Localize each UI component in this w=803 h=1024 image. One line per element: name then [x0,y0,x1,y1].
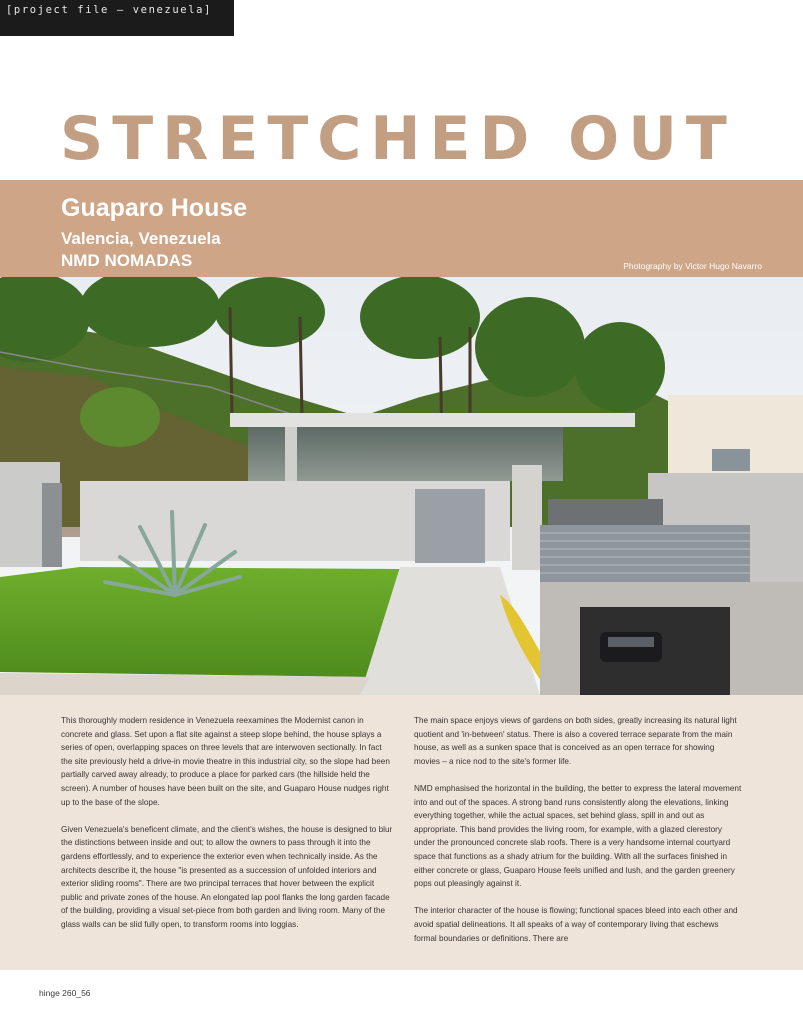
page-footer: hinge 260_56 [39,988,91,998]
project-location: Valencia, Venezuela [61,229,221,248]
paragraph: This thoroughly modern residence in Venezuela reexamines the Modernist canon in concrete and glass. Set upon a flat site against a steep slope behind, the house splays a series of open, overlapping spaces on three levels that are interwoven sectionally. In fact the site previously held a drive-in movie theatre in this industrial city, so the slope had been partially carved away already, to produce a place for parked cars (the hillside held the screen). A number of houses have been built on the site, and Guaparo House nudges right up to the base of the slope. [61,716,390,807]
paragraph: Given Venezuela's beneficent climate, and the client's wishes, the house is designed to blur the distinctions between inside and out; to allow the owners to pass through it into the gardens effortlessly, and to experience the exterior even when technically inside. As the architects describe it, the house "is presented as a succession of unfolded interiors and exterior sliding rooms". There are two principal terraces that hover between the explicit public and private zones of the house. An elongated lap pool flanks the long garden facade of the building, providing a visual set-piece from both garden and living room. Many of the glass walls can be slid fully open, to transform rooms into loggias. [61,824,393,929]
project-info-band [0,180,803,277]
house-photo [0,277,803,695]
paragraph: The interior character of the house is flowing; functional spaces bleed into each other and avoid spatial delineations. It all speaks of a way of contemporary living that eschews formal boundaries or definitions. There are [414,906,738,943]
paragraph: NMD emphasised the horizontal in the building, the better to express the lateral movement into and out of the spaces. A strong band runs consistently along the elevations, linking everything together, while the actual spaces, set behind glass, spill in and out as appropriate. This band provides the living room, for example, with a glazed clerestory under the pronounced concrete slab roofs. There is a very handsome internal courtyard space that functions as a shady atrium for the building. With all the surfaces finished in either concrete or glass, Guaparo House feels unified and lush, and the garden greenery pops out pleasingly against it. [414,783,742,889]
paragraph: The main space enjoys views of gardens on both sides, greatly increasing its natural light quotient and 'in-between' status. There is also a covered terrace separate from the main house, as well as a sunken space that is conceived as an open terrace for showing movies – a nice nod to the site's former life. [414,716,737,766]
headline: STRETCHED OUT [60,104,736,174]
article-column-left [61,714,394,945]
project-name: Guaparo House [61,194,248,222]
article-text-panel [0,695,803,970]
article-column-right [414,714,742,959]
photo-credit: Photography by Victor Hugo Navarro [623,261,762,271]
section-tag: [project file – venezuela] [0,0,234,36]
architect-name: NMD NOMADAS [61,251,193,270]
